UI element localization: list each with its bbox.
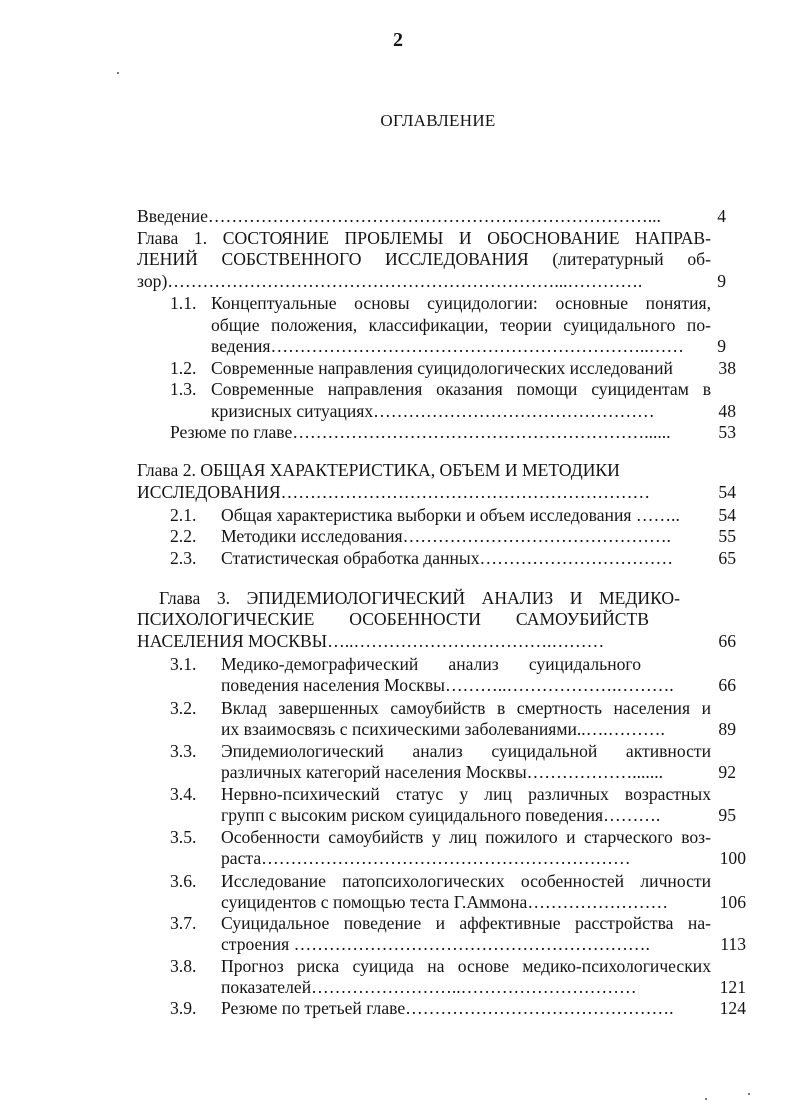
toc-page-2-3: 65 bbox=[718, 548, 736, 568]
toc-page-3-4: 95 bbox=[718, 805, 736, 825]
toc-page-1-2: 38 bbox=[718, 358, 736, 378]
toc-section-3-1-line2: поведения населения Москвы………..……………….………. bbox=[221, 675, 674, 695]
toc-section-number: 3.3. bbox=[170, 741, 197, 761]
toc-page-summary-ch1: 53 bbox=[718, 422, 736, 442]
toc-heading: ОГЛАВЛЕНИЕ bbox=[380, 111, 496, 130]
toc-entry-intro: Введение…………………………………………………………………... bbox=[137, 206, 661, 226]
toc-section-number: 1.2. bbox=[170, 358, 197, 378]
toc-section-number: 1.3. bbox=[170, 379, 197, 399]
toc-page-intro: 4 bbox=[717, 206, 726, 226]
toc-section-1-2-line1: Современные направления суицидологических исследований bbox=[211, 358, 673, 378]
toc-section-2-1-line1: Общая характеристика выборки и объем исследования …….. bbox=[221, 505, 680, 525]
toc-page-1-1: 9 bbox=[717, 336, 726, 356]
toc-section-number: 2.2. bbox=[170, 526, 197, 546]
toc-chapter-2-line2: ИССЛЕДОВАНИЯ……………………………………………………… bbox=[137, 482, 651, 502]
toc-page-ch3: 66 bbox=[718, 631, 736, 651]
toc-chapter-1-line3: зор)…………………………………………………………...…………. bbox=[137, 271, 643, 291]
toc-page-3-7: 113 bbox=[720, 934, 746, 954]
toc-page-2-1: 54 bbox=[718, 505, 736, 525]
toc-page-2-2: 55 bbox=[718, 526, 736, 546]
toc-page-3-6: 106 bbox=[719, 892, 746, 912]
toc-section-3-4-line1: Нервно-психический статус у лиц различных возрастных bbox=[221, 784, 711, 804]
toc-section-3-1-line1: Медико-демографический анализ суицидального bbox=[221, 654, 641, 674]
toc-section-3-2-line2: их взаимосвязь с психическими заболеваниями..….………. bbox=[221, 719, 665, 739]
toc-page-3-5: 100 bbox=[719, 848, 746, 868]
toc-section-3-5-line2: раста……………………………………………………… bbox=[221, 848, 631, 868]
toc-chapter-1-line1: Глава 1. СОСТОЯНИЕ ПРОБЛЕМЫ И ОБОСНОВАНИЕ НАПРАВ- bbox=[137, 228, 711, 248]
toc-section-number: 1.1. bbox=[170, 293, 197, 313]
toc-section-1-1-line3: ведения………………………………………………………..…… bbox=[211, 336, 684, 356]
toc-section-3-2-line1: Вклад завершенных самоубийств в смертность населения и bbox=[221, 698, 711, 718]
toc-summary-ch1: Резюме по главе……………………………………………………...... bbox=[170, 422, 671, 442]
toc-section-number: 3.1. bbox=[170, 654, 197, 674]
toc-section-number: 3.4. bbox=[170, 784, 197, 804]
toc-page-3-3: 92 bbox=[718, 762, 736, 782]
toc-section-number: 3.5. bbox=[170, 827, 197, 847]
toc-page-ch2: 54 bbox=[718, 482, 736, 502]
toc-section-3-3-line1: Эпидемиологический анализ суицидальной активности bbox=[221, 741, 711, 761]
toc-section-number: 3.6. bbox=[170, 871, 197, 891]
toc-section-3-9-line1: Резюме по третьей главе………………………………………. bbox=[221, 998, 674, 1018]
toc-chapter-3-line2: ПСИХОЛОГИЧЕСКИЕ ОСОБЕННОСТИ САМОУБИЙСТВ bbox=[137, 609, 649, 629]
toc-section-3-7-line2: строения ……………………………………………………. bbox=[221, 934, 650, 954]
toc-page-1-3: 48 bbox=[718, 401, 736, 421]
toc-section-3-6-line1: Исследование патопсихологических особенностей личности bbox=[221, 871, 711, 891]
toc-section-number: 2.3. bbox=[170, 548, 197, 568]
toc-page-3-8: 121 bbox=[719, 977, 746, 997]
scan-speck bbox=[705, 1098, 707, 1100]
toc-section-1-3-line2: кризисных ситуациях………………………………………… bbox=[211, 401, 655, 421]
page-number: 2 bbox=[393, 29, 403, 51]
toc-chapter-3-line3: НАСЕЛЕНИЯ МОСКВЫ…..…………………………….……… bbox=[137, 631, 605, 651]
toc-section-1-3-line1: Современные направления оказания помощи суицидентам в bbox=[211, 379, 711, 399]
scan-speck bbox=[117, 72, 119, 74]
toc-chapter-1-line2: ЛЕНИЙ СОБСТВЕННОГО ИССЛЕДОВАНИЯ (литературный об- bbox=[137, 249, 711, 269]
toc-section-3-4-line2: групп с высоким риском суицидального поведения………. bbox=[221, 805, 661, 825]
toc-section-number: 2.1. bbox=[170, 505, 197, 525]
toc-page-3-1: 66 bbox=[718, 675, 736, 695]
toc-section-3-5-line1: Особенности самоубийств у лиц пожилого и старческого воз- bbox=[221, 827, 711, 847]
toc-section-3-7-line1: Суицидальное поведение и аффективные расстройства на- bbox=[221, 913, 711, 933]
toc-section-number: 3.2. bbox=[170, 698, 197, 718]
toc-section-number: 3.8. bbox=[170, 956, 197, 976]
toc-section-3-6-line2: суицидентов с помощью теста Г.Аммона…………………… bbox=[221, 892, 669, 912]
toc-section-1-1-line2: общие положения, классификации, теории суицидального по- bbox=[211, 315, 711, 335]
toc-section-2-2-line1: Методики исследования………………………………………. bbox=[221, 526, 671, 546]
toc-section-number: 3.9. bbox=[170, 998, 197, 1018]
toc-section-3-8-line1: Прогноз риска суицида на основе медико-психологических bbox=[221, 956, 711, 976]
toc-page-3-2: 89 bbox=[718, 719, 736, 739]
toc-chapter-3-line1: Глава 3. ЭПИДЕМИОЛОГИЧЕСКИЙ АНАЛИЗ И МЕДИКО- bbox=[159, 588, 680, 608]
toc-section-3-8-line2: показателей……………………..………………………… bbox=[221, 977, 637, 997]
toc-page-3-9: 124 bbox=[719, 998, 746, 1018]
toc-section-2-3-line1: Статистическая обработка данных…………………………… bbox=[221, 548, 674, 568]
toc-section-number: 3.7. bbox=[170, 913, 197, 933]
toc-page-ch1: 9 bbox=[717, 271, 726, 291]
toc-section-1-1-line1: Концептуальные основы суицидологии: основные понятия, bbox=[211, 293, 711, 313]
toc-chapter-2-line1: Глава 2. ОБЩАЯ ХАРАКТЕРИСТИКА, ОБЪЕМ И МЕТОДИКИ bbox=[137, 460, 620, 480]
toc-section-3-3-line2: различных категорий населения Москвы………………....... bbox=[221, 762, 664, 782]
scan-speck bbox=[748, 1093, 750, 1095]
